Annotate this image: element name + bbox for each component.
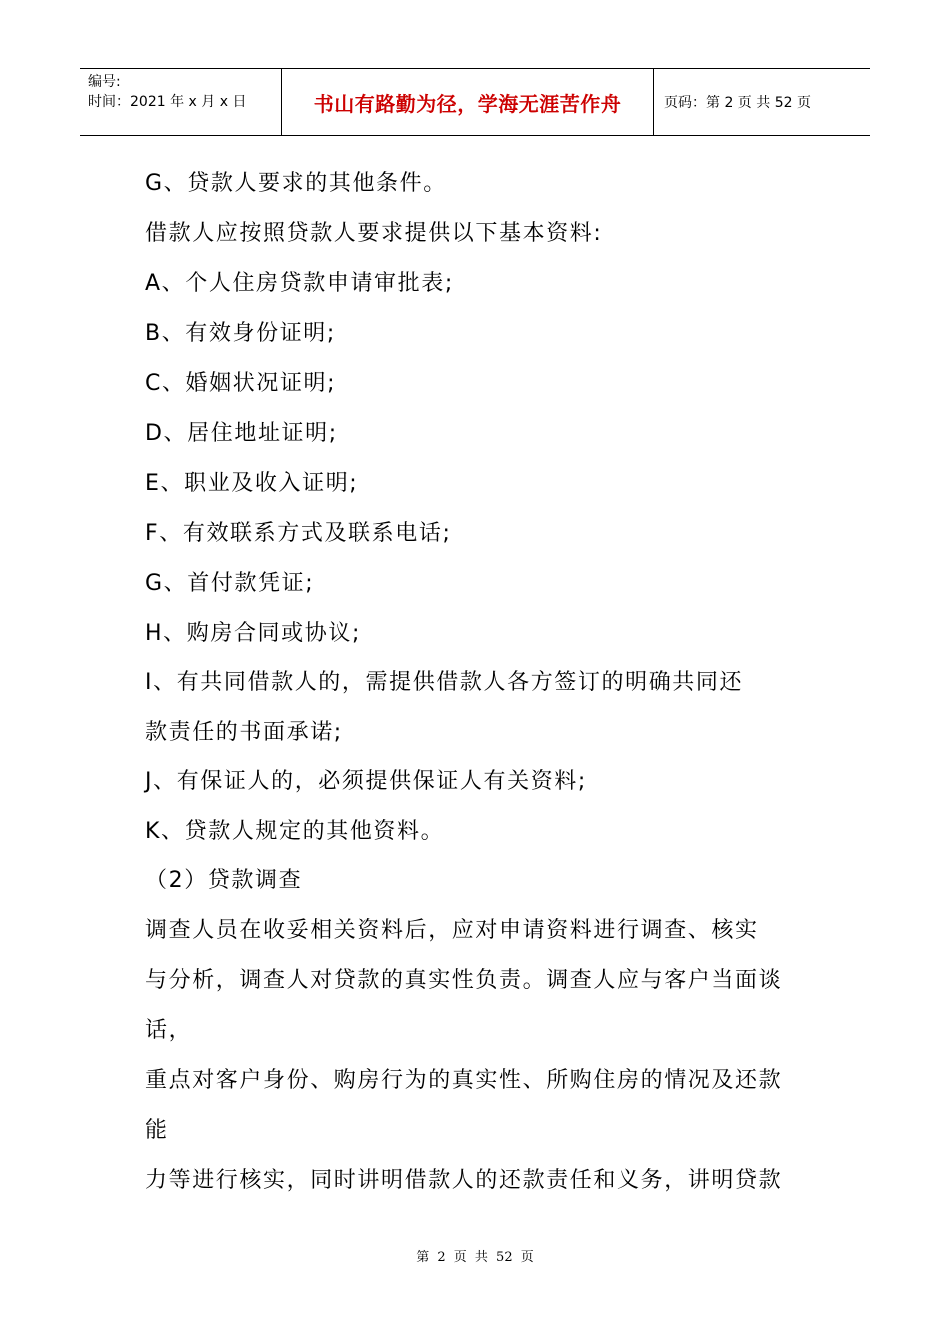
document-number-label: 编号: (88, 74, 121, 90)
body-line: I、有共同借款人的，需提供借款人各方签订的明确共同还 (145, 670, 744, 695)
body-line: B、有效身份证明; (145, 321, 336, 346)
body-line: 能 (145, 1118, 169, 1143)
body-line: K、贷款人规定的其他资料。 (145, 819, 445, 844)
page-header (80, 68, 870, 136)
document-date: 时间：2021 年 x 月 x 日 (88, 94, 247, 110)
header-motto: 书山有路勤为径，学海无涯苦作舟 (282, 69, 654, 135)
body-line: D、居住地址证明; (145, 421, 338, 446)
body-line: J、有保证人的，必须提供保证人有关资料; (145, 769, 587, 794)
body-line: 力等进行核实，同时讲明借款人的还款责任和义务，讲明贷款 (145, 1168, 783, 1193)
body-line: G、首付款凭证; (145, 571, 315, 596)
body-line: C、婚姻状况证明; (145, 371, 337, 396)
body-line: G、贷款人要求的其他条件。 (145, 171, 447, 196)
body-line: A、个人住房贷款申请审批表; (145, 271, 454, 296)
body-line: E、职业及收入证明; (145, 471, 359, 496)
body-line: 重点对客户身份、购房行为的真实性、所购住房的情况及还款 (145, 1068, 783, 1093)
header-meta (80, 69, 282, 135)
page-footer: 第 2 页 共 52 页 (416, 1250, 534, 1265)
body-line: 款责任的书面承诺; (145, 720, 343, 745)
body-line: 话， (145, 1018, 193, 1043)
body-line: H、购房合同或协议; (145, 621, 361, 646)
section-heading: （2）贷款调查 (145, 868, 303, 893)
body-line: 与分析，调查人对贷款的真实性负责。调查人应与客户当面谈 (145, 968, 783, 993)
body-line: 调查人员在收妥相关资料后，应对申请资料进行调查、核实 (145, 918, 759, 943)
body-line: F、有效联系方式及联系电话; (145, 521, 452, 546)
body-line: 借款人应按照贷款人要求提供以下基本资料: (145, 221, 603, 246)
header-page-info: 页码：第 2 页 共 52 页 (664, 95, 811, 111)
